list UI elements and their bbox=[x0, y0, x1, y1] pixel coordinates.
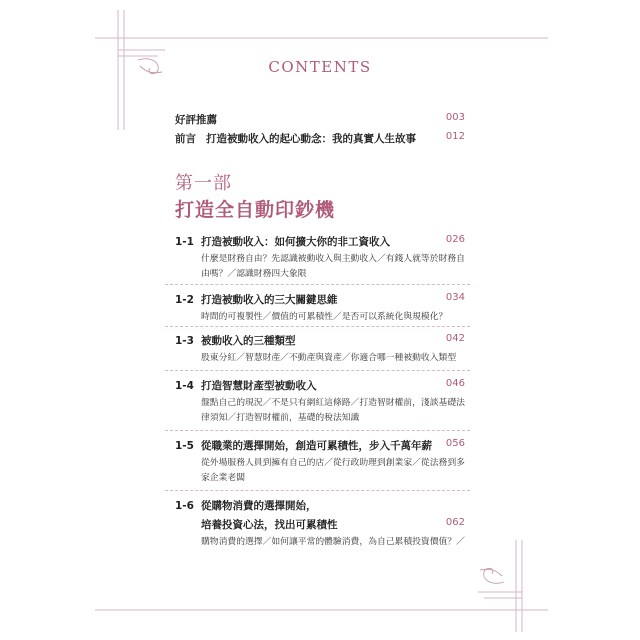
chapter-description: 購物消費的選擇／如何讓平常的體驗消費，為自己累積投資價值？／ bbox=[201, 537, 465, 547]
page-number: 012 bbox=[445, 131, 465, 142]
preface-title: 打造被動收入的起心動念：我的真實人生故事 bbox=[206, 133, 416, 145]
chapter-title-line2: 培養投資心法，找出可累積性 bbox=[201, 519, 338, 531]
page-number: 003 bbox=[445, 112, 465, 123]
chapter-title: 被動收入的三種類型 bbox=[201, 335, 296, 347]
part-title: 打造全自動印鈔機 bbox=[175, 199, 336, 221]
toc-row-preface[interactable] bbox=[175, 131, 465, 146]
page-number: 056 bbox=[445, 438, 465, 449]
chapter-description: 時間的可複製性／價值的可累積性／是否可以系統化與規模化？ bbox=[201, 312, 448, 322]
chapter-number: 1-1 bbox=[175, 236, 194, 248]
chapter-description: 盤點自己的現況／不是只有網紅這條路／打造智財權前，淺談基礎法律須知／打造智財權前，基礎的稅法知識 bbox=[201, 398, 465, 423]
chapter-title: 打造被動收入：如何擴大你的非工資收入 bbox=[201, 236, 390, 248]
chapter-number: 1-3 bbox=[175, 335, 194, 347]
dashed-divider bbox=[165, 490, 470, 491]
page-number: 062 bbox=[445, 517, 465, 528]
toc-entry[interactable] bbox=[175, 292, 465, 325]
toc-row-label: 好評推薦 bbox=[175, 114, 217, 126]
chapter-title: 打造被動收入的三大關鍵思維 bbox=[201, 294, 338, 306]
dashed-divider bbox=[165, 326, 470, 327]
toc-entry[interactable] bbox=[175, 498, 465, 550]
page-title: CONTENTS bbox=[268, 58, 372, 76]
chapter-description: 什麼是財務自由？先認識被動收入與主動收入／有錢人就等於財務自由嗎？／認識財務四大象限 bbox=[201, 254, 465, 279]
chapter-number: 1-6 bbox=[175, 500, 194, 512]
part-number: 第一部 bbox=[175, 173, 232, 194]
chapter-title: 從職業的選擇開始，創造可累積性，步入千萬年薪 bbox=[201, 440, 432, 452]
dashed-divider bbox=[165, 430, 470, 431]
toc-entry[interactable] bbox=[175, 378, 465, 426]
toc-row-label bbox=[175, 131, 416, 146]
chapter-number: 1-4 bbox=[175, 380, 194, 392]
toc-entry[interactable] bbox=[175, 234, 465, 282]
dashed-divider bbox=[165, 370, 470, 371]
toc-row-recommendations[interactable] bbox=[175, 112, 465, 127]
preface-label: 前言 bbox=[175, 133, 196, 145]
toc-entry[interactable] bbox=[175, 333, 465, 366]
page-number: 034 bbox=[445, 292, 465, 303]
page-number: 042 bbox=[445, 333, 465, 344]
dashed-divider bbox=[165, 284, 470, 285]
page-number: 046 bbox=[445, 378, 465, 389]
chapter-number: 1-5 bbox=[175, 440, 194, 452]
page-number: 026 bbox=[445, 234, 465, 245]
chapter-description: 從外場服務人員到擁有自己的店／從行政助理到創業家／從法務到多家企業老闆 bbox=[201, 458, 465, 483]
chapter-title: 從購物消費的選擇開始， bbox=[201, 500, 317, 512]
chapter-title: 打造智慧財產型被動收入 bbox=[201, 380, 317, 392]
toc-entry[interactable] bbox=[175, 438, 465, 486]
chapter-description: 股東分紅／智慧財產／不動產與資產／你適合哪一種被動收入類型 bbox=[201, 353, 457, 363]
chapter-number: 1-2 bbox=[175, 294, 194, 306]
